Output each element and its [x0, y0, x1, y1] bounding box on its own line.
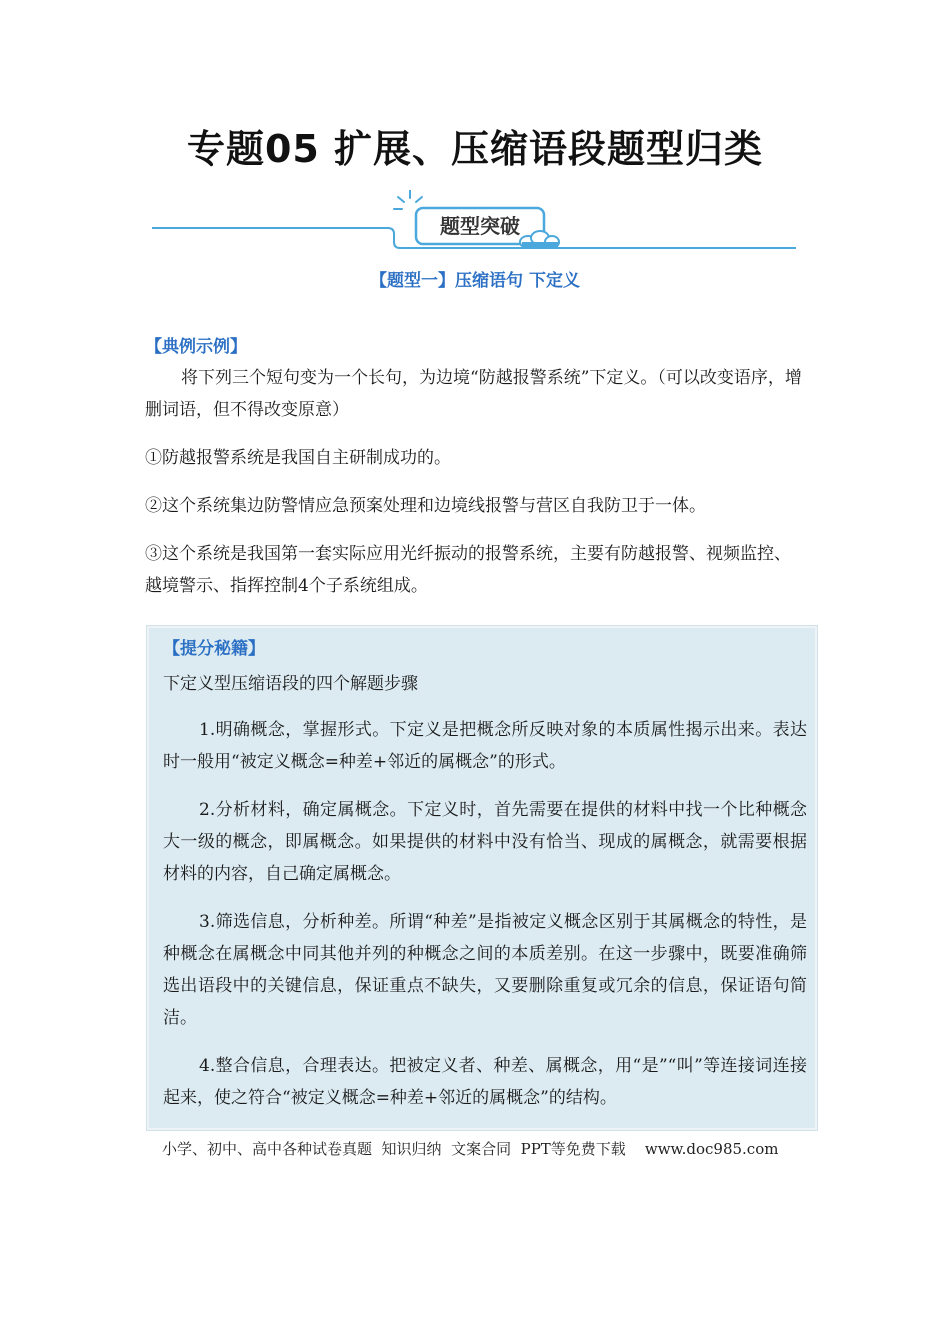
- example-item-1: ①防越报警系统是我国自主研制成功的。: [145, 448, 451, 468]
- tips-intro: 下定义型压缩语段的四个解题步骤: [163, 674, 418, 694]
- tips-step-1: 1.明确概念，掌握形式。下定义是把概念所反映对象的本质属性揭示出来。表达时一般用“被定义概念=种差+邻近的属概念”的形式。: [163, 720, 807, 772]
- example-item-2: ②这个系统集边防警情应急预案处理和边境线报警与营区自我防卫于一体。: [145, 496, 706, 516]
- banner-label: 题型突破: [440, 214, 520, 238]
- example-item-3: ③这个系统是我国第一套实际应用光纤振动的报警系统，主要有防越报警、视频监控、越境警示、指挥控制4个子系统组成。: [145, 544, 791, 596]
- tips-step-2: 2.分析材料，确定属概念。下定义时，首先需要在提供的材料中找一个比种概念大一级的概念，即属概念。如果提供的材料中没有恰当、现成的属概念，就需要根据材料的内容，自己确定属概念。: [163, 800, 807, 884]
- tips-step-3: 3.筛选信息，分析种差。所谓“种差”是指被定义概念区别于其属概念的特性，是种概念在属概念中同其他并列的种概念之间的本质差别。在这一步骤中，既要准确筛选出语段中的关键信息，保证重点不缺失，又要删除重复或冗余的信息，保证语句简洁。: [163, 912, 807, 1028]
- footer-text: 小学、初中、高中各种试卷真题 知识归纳 文案合同 PPT等免费下载 www.doc985.com: [162, 1140, 779, 1158]
- tips-label: 【提分秘籍】: [163, 639, 265, 659]
- tips-step-4: 4.整合信息，合理表达。把被定义者、种差、属概念，用“是”“叫”等连接词连接起来，使之符合“被定义概念=种差+邻近的属概念”的结构。: [163, 1056, 807, 1108]
- sparkle-icon: [394, 190, 422, 209]
- example-prompt: 将下列三个短句变为一个长句，为边境“防越报警系统”下定义。（可以改变语序，增删词语，但不得改变原意）: [145, 368, 802, 420]
- example-label: 【典例示例】: [145, 337, 247, 357]
- section-banner: [148, 190, 800, 260]
- section-heading: 【题型一】压缩语句 下定义: [370, 271, 580, 291]
- page-title: 专题05 扩展、压缩语段题型归类: [186, 127, 764, 171]
- tips-box: [147, 626, 817, 1130]
